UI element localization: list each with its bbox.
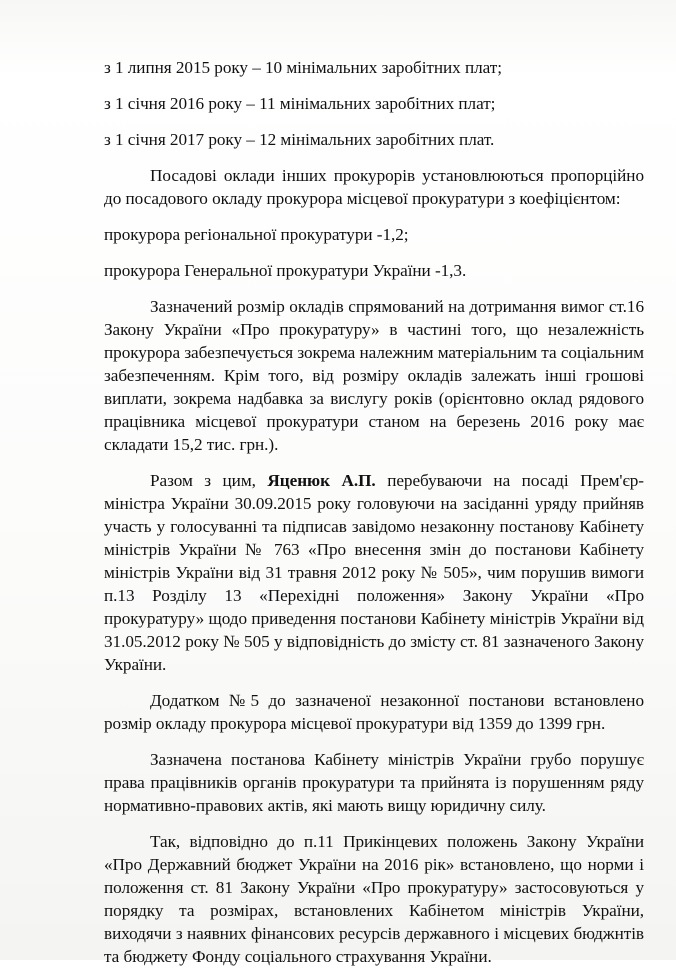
paragraph-purpose: Зазначений розмір окладів спрямований на дотримання вимог ст.16 Закону України «Про прокуратуру» в частині того, що незалежність прокурора забезпечується зокрема належним матеріальним та соціальним забезпеченням. Крім того, від розміру окладів залежать інші грошові виплати, зокрема надбавка за вислугу років (орієнтовно оклад рядового працівника місцевої прокуратури станом на березень 2016 року має складати 15,2 тис. грн.).	[104, 297, 644, 454]
paragraph-yatsenyuk	[104, 469, 644, 676]
person-name: Яценюк А.П.	[267, 471, 376, 490]
paragraph-yatsenyuk-rest: перебуваючи на посаді Прем'єр-міністра України 30.09.2015 року головуючи на засіданні уряду прийняв участь у голосуванні та підписав завідомо незаконну постанову Кабінету міністрів України № 763 «Про внесення змін до постанови Кабінету міністрів України від 31 травня 2012 року № 505», чим порушив вимоги п.13 Розділу 13 «Перехідні положення» Закону України «Про прокуратуру» щодо приведення постанови Кабінету міністрів України від 31.05.2012 року № 505 у відповідність до змісту ст. 81 зазначеного Закону України.	[104, 471, 644, 674]
document-body	[104, 56, 644, 968]
paragraph-appendix: Додатком №5 до зазначеної незаконної постанови встановлено розмір окладу прокурора місцевої прокуратури від 1359 до 1399 грн.	[104, 691, 644, 733]
coefficient-regional: прокурора регіональної прокуратури -1,2;	[104, 225, 409, 244]
coefficient-general: прокурора Генеральної прокуратури України -1,3.	[104, 261, 467, 280]
paragraph-yatsenyuk-lead: Разом з цим,	[150, 471, 268, 490]
salary-step-2016: з 1 січня 2016 року – 11 мінімальних заробітних плат;	[104, 94, 496, 113]
salary-step-2017: з 1 січня 2017 року – 12 мінімальних заробітних плат.	[104, 130, 495, 149]
paragraph-budget: Так, відповідно до п.11 Прикінцевих положень Закону України «Про Державний бюджет України на 2016 рік» встановлено, що норми і положення ст. 81 Закону України «Про прокуратуру» застосовуються у порядку та розмірах, встановлених Кабінетом міністрів України, виходячи з наявних фінансових ресурсів державного і місцевих бюджнтів та бюджету Фонду соціального страхування України.	[104, 832, 644, 966]
salary-step-2015: з 1 липня 2015 року – 10 мінімальних заробітних плат;	[104, 58, 502, 77]
paragraph-violation: Зазначена постанова Кабінету міністрів України грубо порушує права працівників органів прокуратури та прийнята із порушенням ряду нормативно-правових актів, які мають вищу юридичну силу.	[104, 750, 644, 815]
paragraph-salaries: Посадові оклади інших прокурорів установлюються пропорційно до посадового окладу прокурора місцевої прокуратури з коефіцієнтом:	[104, 166, 644, 208]
